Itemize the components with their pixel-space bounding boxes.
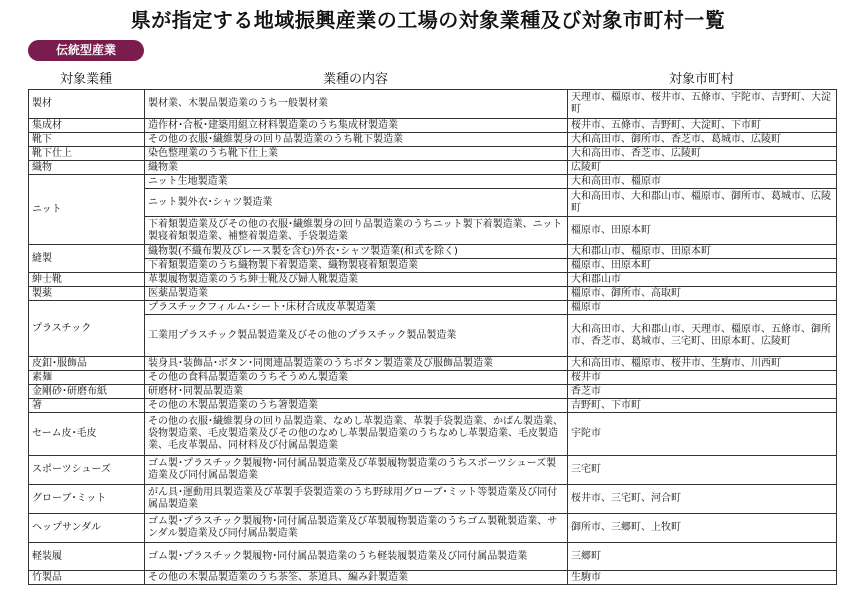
header-category: 対象業種: [59, 72, 112, 87]
municipalities-cell: 橿原市: [568, 301, 837, 315]
table-row: [29, 175, 837, 189]
content-cell: ゴム製･プラスチック製履物･同付属品製造業及び革製履物製造業のうちスポーツシューズ製造業及び同付属品製造業: [145, 456, 568, 485]
table-row: [29, 371, 837, 385]
category-cell: 金剛砂･研磨布紙: [29, 385, 145, 399]
municipalities-cell: 大和高田市、橿原市、桜井市、生駒市、川西町: [568, 357, 837, 371]
table-row: [29, 273, 837, 287]
section-badge: 伝統型産業: [28, 40, 144, 61]
category-cell: 靴下仕上: [29, 147, 145, 161]
municipalities-cell: 大和高田市、橿原市: [568, 175, 837, 189]
table-row: [29, 514, 837, 543]
municipalities-cell: 大和高田市、香芝市、広陵町: [568, 147, 837, 161]
content-cell: 下着類製造業及びその他の衣服･繊維製身の回り品製造業のうちニット製下着製造業、ニット製寝着類製造業、補整着製造業、手袋製造業: [145, 217, 568, 245]
content-cell: その他の食料品製造業のうちそうめん製造業: [145, 371, 568, 385]
table-row: [29, 456, 837, 485]
table-row: [29, 385, 837, 399]
content-cell: 織物業: [145, 161, 568, 175]
category-cell: 紳士靴: [29, 273, 145, 287]
municipalities-cell: 宇陀市: [568, 413, 837, 456]
table-row: [29, 357, 837, 371]
content-cell: ゴム製･プラスチック製履物･同付属品製造業及び革製履物製造業のうちゴム製靴製造業、サンダル製造業及び同付属品製造業: [145, 514, 568, 543]
category-cell: ニット: [29, 175, 145, 245]
table-row: [29, 543, 837, 571]
content-cell: 革製履物製造業のうち紳士靴及び婦人靴製造業: [145, 273, 568, 287]
municipalities-cell: 大和高田市、御所市、香芝市、葛城市、広陵町: [568, 133, 837, 147]
category-cell: 織物: [29, 161, 145, 175]
category-cell: 軽装履: [29, 543, 145, 571]
header-content: 業種の内容: [322, 72, 388, 87]
category-cell: 靴下: [29, 133, 145, 147]
table-row: [29, 90, 837, 119]
table-row: [29, 399, 837, 413]
category-cell: グローブ･ミット: [29, 485, 145, 514]
content-cell: その他の衣服･繊維製身の回り品製造業、なめし革製造業、革製手袋製造業、かばん製造業、袋物製造業、毛皮製造業及びその他のなめし革製品製造業のうちなめし革製造業、毛皮製造業、毛皮革製品、同材料及び付属品製造業: [145, 413, 568, 456]
content-cell: その他の木製品製造業のうち箸製造業: [145, 399, 568, 413]
table-row: [29, 245, 837, 259]
municipalities-cell: 橿原市、田原本町: [568, 259, 837, 273]
table-row: [29, 485, 837, 514]
content-cell: 工業用プラスチック製品製造業及びその他のプラスチック製品製造業: [145, 315, 568, 357]
municipalities-cell: 三宅町: [568, 456, 837, 485]
category-cell: スポーツシューズ: [29, 456, 145, 485]
content-cell: 研磨材･同製品製造業: [145, 385, 568, 399]
municipalities-cell: 大和郡山市: [568, 273, 837, 287]
content-cell: 織物製(不織布製及びレース製を含む)外衣･シャツ製造業(和式を除く): [145, 245, 568, 259]
municipalities-cell: 生駒市: [568, 571, 837, 585]
page-title: 県が指定する地域振興産業の工場の対象業種及び対象市町村一覧: [130, 8, 726, 32]
municipalities-cell: 広陵町: [568, 161, 837, 175]
content-cell: ニット生地製造業: [145, 175, 568, 189]
table-row: [29, 287, 837, 301]
table-row: [29, 413, 837, 456]
table-row: [29, 161, 837, 175]
municipalities-cell: 大和郡山市、橿原市、田原本町: [568, 245, 837, 259]
municipalities-cell: 大和高田市、大和郡山市、天理市、橿原市、五條市、御所市、香芝市、葛城市、三宅町、田原本町、広陵町: [568, 315, 837, 357]
content-cell: 装身具･装飾品･ボタン･同関連品製造業のうちボタン製造業及び服飾品製造業: [145, 357, 568, 371]
header-municipalities: 対象市町村: [668, 72, 734, 87]
municipalities-cell: 御所市、三郷町、上牧町: [568, 514, 837, 543]
municipalities-cell: 桜井市、五條市、吉野町、大淀町、下市町: [568, 119, 837, 133]
content-cell: 医薬品製造業: [145, 287, 568, 301]
content-cell: 染色整理業のうち靴下仕上業: [145, 147, 568, 161]
table-row: [29, 133, 837, 147]
category-cell: セーム皮･毛皮: [29, 413, 145, 456]
municipalities-cell: 三郷町: [568, 543, 837, 571]
category-cell: 縫製: [29, 245, 145, 273]
municipalities-cell: 香芝市: [568, 385, 837, 399]
municipalities-cell: 吉野町、下市町: [568, 399, 837, 413]
content-cell: プラスチックフィルム･シート･床材合成皮革製造業: [145, 301, 568, 315]
category-cell: プラスチック: [29, 301, 145, 357]
category-cell: 竹製品: [29, 571, 145, 585]
table-row: [29, 259, 837, 273]
municipalities-cell: 橿原市、御所市、高取町: [568, 287, 837, 301]
content-cell: その他の木製品製造業のうち茶筌、茶道具、編み針製造業: [145, 571, 568, 585]
category-cell: 素麺: [29, 371, 145, 385]
municipalities-cell: 大和高田市、大和郡山市、橿原市、御所市、葛城市、広陵町: [568, 189, 837, 217]
municipalities-cell: 桜井市: [568, 371, 837, 385]
table-row: [29, 147, 837, 161]
table-row: [29, 301, 837, 315]
content-cell: 下着類製造業のうち織物製下着製造業、織物製寝着類製造業: [145, 259, 568, 273]
content-cell: ニット製外衣･シャツ製造業: [145, 189, 568, 217]
industry-table: [28, 89, 837, 585]
municipalities-cell: 天理市、橿原市、桜井市、五條市、宇陀市、吉野町、大淀町: [568, 90, 837, 119]
category-cell: 集成材: [29, 119, 145, 133]
category-cell: 製材: [29, 90, 145, 119]
content-cell: 造作材･合板･建築用組立材料製造業のうち集成材製造業: [145, 119, 568, 133]
category-cell: 皮釦･服飾品: [29, 357, 145, 371]
category-cell: 箸: [29, 399, 145, 413]
table-row: [29, 571, 837, 585]
category-cell: ヘップサンダル: [29, 514, 145, 543]
table-row: [29, 315, 837, 357]
table-row: [29, 119, 837, 133]
category-cell: 製薬: [29, 287, 145, 301]
table-row: [29, 189, 837, 217]
table-row: [29, 217, 837, 245]
content-cell: 製材業、木製品製造業のうち一般製材業: [145, 90, 568, 119]
municipalities-cell: 橿原市、田原本町: [568, 217, 837, 245]
municipalities-cell: 桜井市、三宅町、河合町: [568, 485, 837, 514]
content-cell: がん具･運動用具製造業及び革製手袋製造業のうち野球用グローブ･ミット等製造業及び同付属品製造業: [145, 485, 568, 514]
content-cell: ゴム製･プラスチック製履物･同付属品製造業のうち軽装履製造業及び同付属品製造業: [145, 543, 568, 571]
content-cell: その他の衣服･繊維製身の回り品製造業のうち靴下製造業: [145, 133, 568, 147]
